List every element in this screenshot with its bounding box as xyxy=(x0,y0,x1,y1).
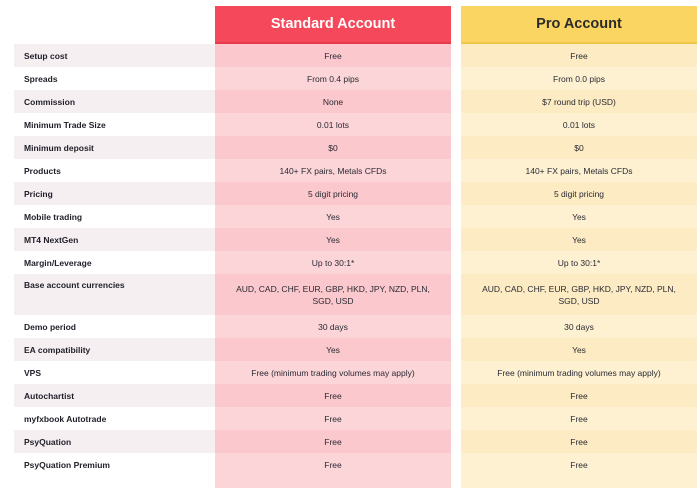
table-row xyxy=(14,67,697,90)
table-row xyxy=(14,113,697,136)
standard-account-cell: Free xyxy=(215,407,451,430)
row-label: Pricing xyxy=(14,182,215,205)
pro-account-cell: $7 round trip (USD) xyxy=(461,90,697,113)
pro-account-cell: Free xyxy=(461,407,697,430)
pro-account-cell: $0 xyxy=(461,136,697,159)
table-row xyxy=(14,315,697,338)
standard-account-cell: Free xyxy=(215,384,451,407)
pro-account-cell: 0.01 lots xyxy=(461,113,697,136)
table-row xyxy=(14,361,697,384)
row-label: Commission xyxy=(14,90,215,113)
pro-account-cell: Yes xyxy=(461,228,697,251)
row-label: Mobile trading xyxy=(14,205,215,228)
row-label: Setup cost xyxy=(14,44,215,67)
table-row xyxy=(14,44,697,67)
standard-account-cell: From 0.4 pips xyxy=(215,67,451,90)
pro-account-cell: Up to 30:1* xyxy=(461,251,697,274)
row-label: VPS xyxy=(14,361,215,384)
table-row xyxy=(14,407,697,430)
standard-account-cell: $0 xyxy=(215,136,451,159)
row-label: EA compatibility xyxy=(14,338,215,361)
pro-account-header: Pro Account xyxy=(461,6,697,44)
standard-account-cell: Free (minimum trading volumes may apply) xyxy=(215,361,451,384)
standard-account-cell: Yes xyxy=(215,228,451,251)
row-label: PsyQuation Premium xyxy=(14,453,215,476)
pro-account-cell: Free xyxy=(461,44,697,67)
standard-account-cell: Free xyxy=(215,430,451,453)
table-row xyxy=(14,90,697,113)
row-label: Products xyxy=(14,159,215,182)
pro-account-cell: Free xyxy=(461,453,697,476)
table-row xyxy=(14,338,697,361)
table-row xyxy=(14,136,697,159)
table-row xyxy=(14,430,697,453)
table-row xyxy=(14,251,697,274)
row-label: PsyQuation xyxy=(14,430,215,453)
pro-account-cell: Yes xyxy=(461,205,697,228)
row-label: Autochartist xyxy=(14,384,215,407)
table-row xyxy=(14,274,697,315)
pro-account-cell: AUD, CAD, CHF, EUR, GBP, HKD, JPY, NZD, PLN, SGD, USD xyxy=(461,274,697,315)
row-label: MT4 NextGen xyxy=(14,228,215,251)
table-row xyxy=(14,159,697,182)
standard-account-cell: Free xyxy=(215,44,451,67)
pro-account-cell: Free xyxy=(461,430,697,453)
pro-account-cell: From 0.0 pips xyxy=(461,67,697,90)
standard-account-cell: 30 days xyxy=(215,315,451,338)
standard-account-cell: Up to 30:1* xyxy=(215,251,451,274)
table-row xyxy=(14,384,697,407)
row-label: Margin/Leverage xyxy=(14,251,215,274)
pro-account-cell: Yes xyxy=(461,338,697,361)
standard-account-cell: AUD, CAD, CHF, EUR, GBP, HKD, JPY, NZD, PLN, SGD, USD xyxy=(215,274,451,315)
standard-account-cell: Yes xyxy=(215,205,451,228)
table-row xyxy=(14,453,697,476)
row-label: Spreads xyxy=(14,67,215,90)
pro-account-cell: 30 days xyxy=(461,315,697,338)
row-label: Minimum Trade Size xyxy=(14,113,215,136)
standard-account-header: Standard Account xyxy=(215,6,451,44)
table-body xyxy=(14,44,697,476)
standard-account-cell: 140+ FX pairs, Metals CFDs xyxy=(215,159,451,182)
row-label: Minimum deposit xyxy=(14,136,215,159)
table-row xyxy=(14,228,697,251)
row-label: Base account currencies xyxy=(14,274,215,315)
row-label: Demo period xyxy=(14,315,215,338)
standard-account-cell: None xyxy=(215,90,451,113)
standard-account-cell: Yes xyxy=(215,338,451,361)
pro-account-cell: Free xyxy=(461,384,697,407)
standard-account-cell: 0.01 lots xyxy=(215,113,451,136)
pro-account-cell: 140+ FX pairs, Metals CFDs xyxy=(461,159,697,182)
pro-account-cell: 5 digit pricing xyxy=(461,182,697,205)
table-row xyxy=(14,182,697,205)
standard-account-cell: Free xyxy=(215,453,451,476)
standard-account-cell: 5 digit pricing xyxy=(215,182,451,205)
table-row xyxy=(14,205,697,228)
pro-account-cell: Free (minimum trading volumes may apply) xyxy=(461,361,697,384)
row-label: myfxbook Autotrade xyxy=(14,407,215,430)
